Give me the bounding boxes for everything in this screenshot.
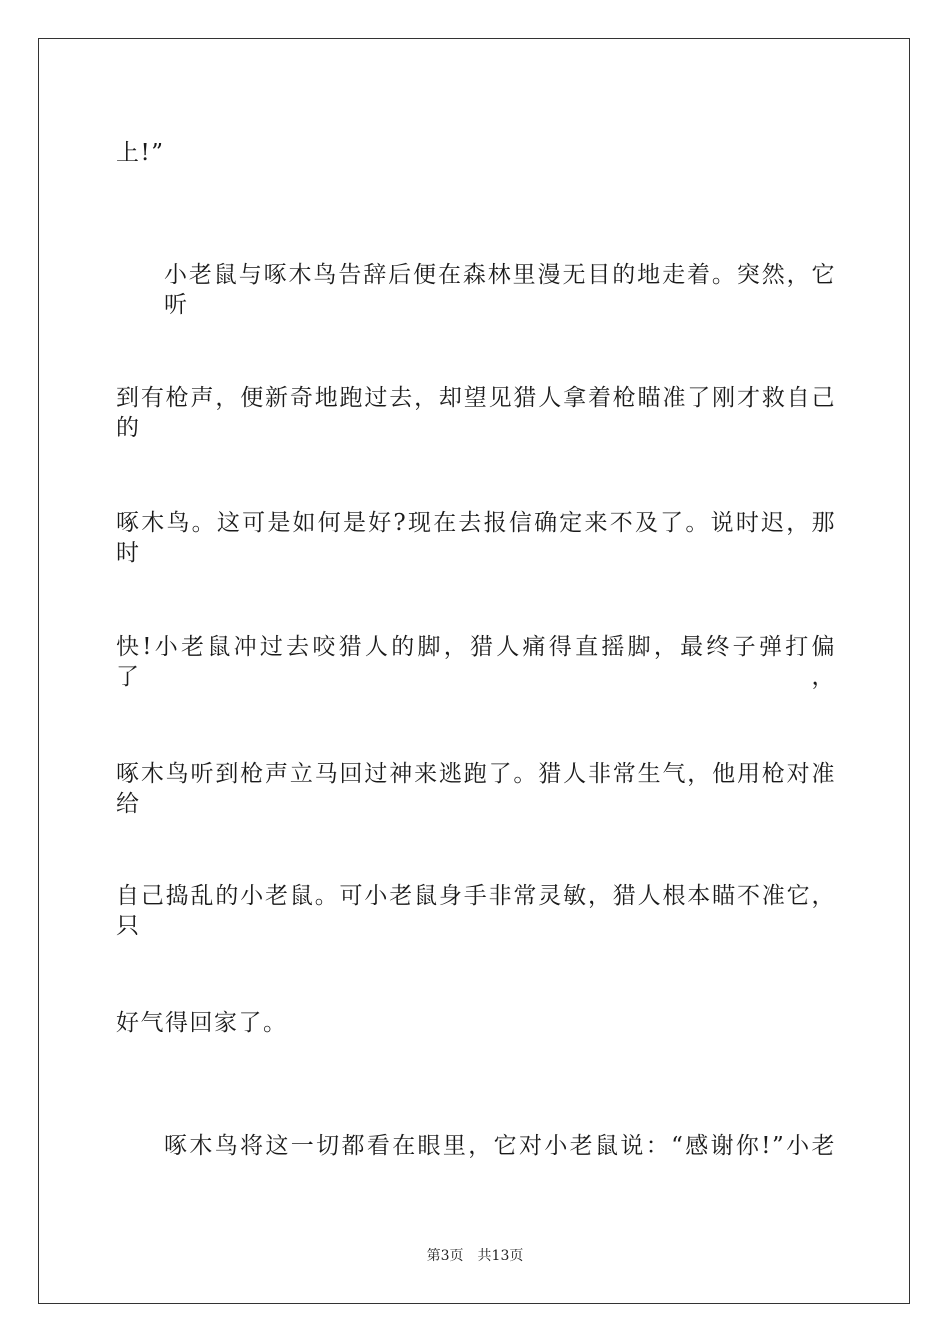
text-line-8: 好气得回家了。 xyxy=(116,1010,288,1036)
page-footer xyxy=(0,1247,950,1265)
text-line-5: 快!小老鼠冲过去咬猎人的脚，猎人痛得直摇脚，最终子弹打偏了， xyxy=(116,634,836,690)
paragraph-start-line-2: 啄木鸟将这一切都看在眼里，它对小老鼠说：“感谢你!”小老 xyxy=(164,1133,836,1159)
paragraph-start-line: 小老鼠与啄木鸟告辞后便在森林里漫无目的地走着。突然，它听 xyxy=(164,262,836,318)
text-line-6: 啄木鸟听到枪声立马回过神来逃跑了。猎人非常生气，他用枪对准给 xyxy=(116,761,836,817)
text-line-3: 到有枪声，便新奇地跑过去，却望见猎人拿着枪瞄准了刚才救自己的 xyxy=(116,385,836,441)
text-line-7: 自己捣乱的小老鼠。可小老鼠身手非常灵敏，猎人根本瞄不准它，只 xyxy=(116,883,836,939)
page-number: 第3页 xyxy=(426,1248,464,1264)
page-total: 共13页 xyxy=(477,1248,524,1264)
text-line-1: 上!” xyxy=(116,140,165,166)
text-line-4: 啄木鸟。这可是如何是好?现在去报信确定来不及了。说时迟，那时 xyxy=(116,510,836,566)
